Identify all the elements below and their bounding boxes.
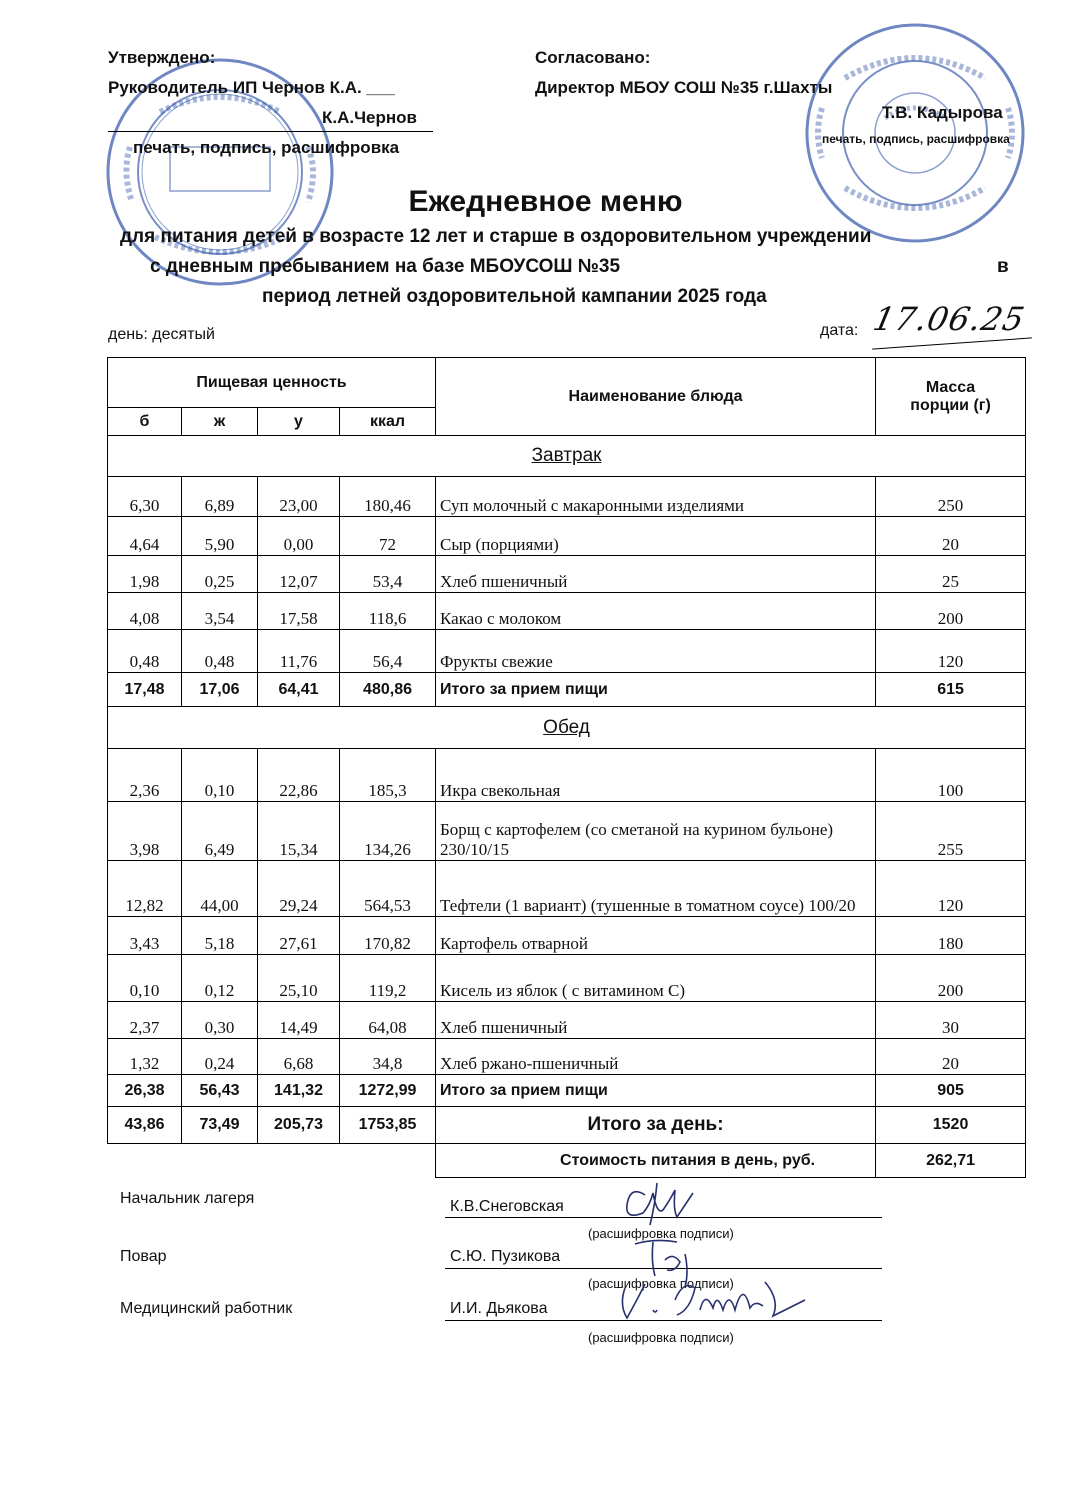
signature-note-1: (расшифровка подписи) bbox=[588, 1226, 734, 1241]
cell-zh: 0,48 bbox=[182, 630, 258, 673]
cell-b: 43,86 bbox=[108, 1107, 182, 1144]
cell-kcal: 480,86 bbox=[340, 673, 436, 707]
cell-mass: 120 bbox=[876, 861, 1026, 917]
cell-zh: 3,54 bbox=[182, 593, 258, 630]
cost-value: 262,71 bbox=[876, 1144, 1026, 1178]
cell-u: 23,00 bbox=[258, 477, 340, 517]
table-row bbox=[108, 861, 1026, 917]
cell-zh: 5,18 bbox=[182, 917, 258, 955]
menu-table bbox=[107, 357, 1026, 1178]
cell-mass: 25 bbox=[876, 556, 1026, 593]
cell-mass: 200 bbox=[876, 955, 1026, 1002]
table-row bbox=[108, 749, 1026, 802]
subtitle-line3: период летней оздоровительной кампании 2025 года bbox=[262, 286, 767, 307]
cell-zh: 56,43 bbox=[182, 1075, 258, 1107]
cell-mass: 1520 bbox=[876, 1107, 1026, 1144]
cell-u: 29,24 bbox=[258, 861, 340, 917]
cell-dish: Хлеб пшеничный bbox=[436, 556, 876, 593]
cost-label: Стоимость питания в день, руб. bbox=[436, 1144, 876, 1178]
section-lunch: Обед bbox=[108, 707, 1026, 749]
date-handwritten: 17.06.25 bbox=[869, 300, 1029, 338]
cell-u: 15,34 bbox=[258, 802, 340, 861]
cell-kcal: 118,6 bbox=[340, 593, 436, 630]
cell-zh: 0,30 bbox=[182, 1002, 258, 1039]
cell-kcal: 185,3 bbox=[340, 749, 436, 802]
cell-dish: Итого за прием пищи bbox=[436, 673, 876, 707]
cell-dish: Итого за прием пищи bbox=[436, 1075, 876, 1107]
signature-mark-3 bbox=[605, 1270, 820, 1330]
cell-zh: 6,49 bbox=[182, 802, 258, 861]
signature-name-3: И.И. Дьякова bbox=[450, 1300, 548, 1317]
cell-mass: 615 bbox=[876, 673, 1026, 707]
cell-dish: Картофель отварной bbox=[436, 917, 876, 955]
cell-u: 11,76 bbox=[258, 630, 340, 673]
header-dish: Наименование блюда bbox=[436, 358, 876, 436]
approved-note: печать, подпись, расшифровка bbox=[133, 138, 400, 157]
cell-zh: 44,00 bbox=[182, 861, 258, 917]
cell-dish: Икра свекольная bbox=[436, 749, 876, 802]
cell-kcal: 34,8 bbox=[340, 1039, 436, 1075]
approved-signature-line bbox=[108, 131, 433, 132]
cell-dish: Хлеб пшеничный bbox=[436, 1002, 876, 1039]
header-nutrition: Пищевая ценность bbox=[108, 358, 436, 408]
cell-kcal: 1753,85 bbox=[340, 1107, 436, 1144]
table-row bbox=[108, 1002, 1026, 1039]
table-row bbox=[108, 477, 1026, 517]
cell-b: 0,10 bbox=[108, 955, 182, 1002]
signature-role-3: Медицинский работник bbox=[120, 1300, 293, 1317]
cell-u: 0,00 bbox=[258, 517, 340, 556]
day-label: день: десятый bbox=[108, 326, 215, 343]
header-zh: ж bbox=[182, 408, 258, 436]
cell-dish: Итого за день: bbox=[436, 1107, 876, 1144]
cell-mass: 200 bbox=[876, 593, 1026, 630]
cell-b: 3,98 bbox=[108, 802, 182, 861]
signature-name-2: С.Ю. Пузикова bbox=[450, 1248, 561, 1265]
header-kcal: ккал bbox=[340, 408, 436, 436]
agreed-label: Согласовано: bbox=[535, 48, 651, 67]
cell-zh: 73,49 bbox=[182, 1107, 258, 1144]
cell-kcal: 53,4 bbox=[340, 556, 436, 593]
subtitle-line2-end: в bbox=[997, 256, 1009, 277]
cell-dish: Сыр (порциями) bbox=[436, 517, 876, 556]
cell-mass: 20 bbox=[876, 517, 1026, 556]
signature-note-3: (расшифровка подписи) bbox=[588, 1330, 734, 1345]
cell-mass: 100 bbox=[876, 749, 1026, 802]
cell-u: 141,32 bbox=[258, 1075, 340, 1107]
signature-mark-1 bbox=[615, 1175, 705, 1237]
signature-role-1: Начальник лагеря bbox=[120, 1190, 255, 1207]
table-row bbox=[108, 556, 1026, 593]
day-total-row bbox=[108, 1107, 1026, 1144]
cell-kcal: 56,4 bbox=[340, 630, 436, 673]
cell-zh: 17,06 bbox=[182, 673, 258, 707]
cell-dish: Какао с молоком bbox=[436, 593, 876, 630]
table-row bbox=[108, 517, 1026, 556]
cell-u: 17,58 bbox=[258, 593, 340, 630]
cell-b: 6,30 bbox=[108, 477, 182, 517]
approved-position: Руководитель ИП Чернов К.А. ___ bbox=[108, 78, 395, 97]
date-label: дата: bbox=[820, 322, 859, 339]
table-row bbox=[108, 955, 1026, 1002]
page-title: Ежедневное меню bbox=[408, 185, 683, 218]
cell-b: 2,37 bbox=[108, 1002, 182, 1039]
agreed-note: печать, подпись, расшифровка bbox=[822, 132, 1010, 146]
signature-role-2: Повар bbox=[120, 1248, 167, 1265]
cell-kcal: 180,46 bbox=[340, 477, 436, 517]
cell-mass: 905 bbox=[876, 1075, 1026, 1107]
cell-dish: Суп молочный с макаронными изделиями bbox=[436, 477, 876, 517]
cell-mass: 20 bbox=[876, 1039, 1026, 1075]
cell-u: 27,61 bbox=[258, 917, 340, 955]
signature-note-2: (расшифровка подписи) bbox=[588, 1276, 734, 1291]
cell-b: 3,43 bbox=[108, 917, 182, 955]
header-mass: Масса порции (г) bbox=[876, 358, 1026, 436]
cost-row bbox=[108, 1144, 1026, 1178]
cell-mass: 120 bbox=[876, 630, 1026, 673]
cell-u: 12,07 bbox=[258, 556, 340, 593]
cell-b: 4,08 bbox=[108, 593, 182, 630]
cell-mass: 255 bbox=[876, 802, 1026, 861]
approved-label: Утверждено: bbox=[108, 48, 216, 67]
cell-b: 2,36 bbox=[108, 749, 182, 802]
cell-dish: Тефтели (1 вариант) (тушенные в томатном соусе) 100/20 bbox=[436, 861, 876, 917]
cell-u: 6,68 bbox=[258, 1039, 340, 1075]
header-u: у bbox=[258, 408, 340, 436]
cell-kcal: 170,82 bbox=[340, 917, 436, 955]
cell-mass: 180 bbox=[876, 917, 1026, 955]
cell-kcal: 564,53 bbox=[340, 861, 436, 917]
table-row bbox=[108, 593, 1026, 630]
signature-name-1: К.В.Снеговская bbox=[450, 1198, 564, 1215]
cell-b: 4,64 bbox=[108, 517, 182, 556]
cell-zh: 0,10 bbox=[182, 749, 258, 802]
cell-zh: 0,12 bbox=[182, 955, 258, 1002]
cell-kcal: 1272,99 bbox=[340, 1075, 436, 1107]
cell-b: 17,48 bbox=[108, 673, 182, 707]
cell-kcal: 119,2 bbox=[340, 955, 436, 1002]
date-underline bbox=[872, 337, 1032, 349]
subtitle-line1: для питания детей в возрасте 12 лет и старше в оздоровительном учреждении bbox=[120, 226, 872, 247]
table-row bbox=[108, 630, 1026, 673]
cell-u: 64,41 bbox=[258, 673, 340, 707]
cell-b: 1,98 bbox=[108, 556, 182, 593]
approved-name: К.А.Чернов bbox=[322, 108, 417, 127]
breakfast-total-row bbox=[108, 673, 1026, 707]
table-row bbox=[108, 1039, 1026, 1075]
lunch-total-row bbox=[108, 1075, 1026, 1107]
cell-u: 205,73 bbox=[258, 1107, 340, 1144]
cell-zh: 5,90 bbox=[182, 517, 258, 556]
cell-kcal: 72 bbox=[340, 517, 436, 556]
cell-kcal: 64,08 bbox=[340, 1002, 436, 1039]
cell-zh: 0,24 bbox=[182, 1039, 258, 1075]
cell-b: 1,32 bbox=[108, 1039, 182, 1075]
cell-u: 22,86 bbox=[258, 749, 340, 802]
cell-kcal: 134,26 bbox=[340, 802, 436, 861]
cell-mass: 30 bbox=[876, 1002, 1026, 1039]
cell-u: 14,49 bbox=[258, 1002, 340, 1039]
section-breakfast: Завтрак bbox=[108, 436, 1026, 477]
table-row bbox=[108, 917, 1026, 955]
cell-mass: 250 bbox=[876, 477, 1026, 517]
agreed-name: Т.В. Кадырова bbox=[882, 103, 1003, 122]
agreed-position: Директор МБОУ СОШ №35 г.Шахты bbox=[535, 78, 833, 97]
header-b: б bbox=[108, 408, 182, 436]
cell-zh: 0,25 bbox=[182, 556, 258, 593]
cell-b: 0,48 bbox=[108, 630, 182, 673]
cell-u: 25,10 bbox=[258, 955, 340, 1002]
cell-b: 12,82 bbox=[108, 861, 182, 917]
cell-dish: Фрукты свежие bbox=[436, 630, 876, 673]
cell-dish: Кисель из яблок ( с витамином С) bbox=[436, 955, 876, 1002]
cell-b: 26,38 bbox=[108, 1075, 182, 1107]
subtitle-line2: с дневным пребыванием на базе МБОУСОШ №35 bbox=[150, 256, 621, 277]
cell-dish: Борщ с картофелем (со сметаной на курином бульоне) 230/10/15 bbox=[436, 802, 876, 861]
table-row bbox=[108, 802, 1026, 861]
cell-zh: 6,89 bbox=[182, 477, 258, 517]
cell-dish: Хлеб ржано-пшеничный bbox=[436, 1039, 876, 1075]
